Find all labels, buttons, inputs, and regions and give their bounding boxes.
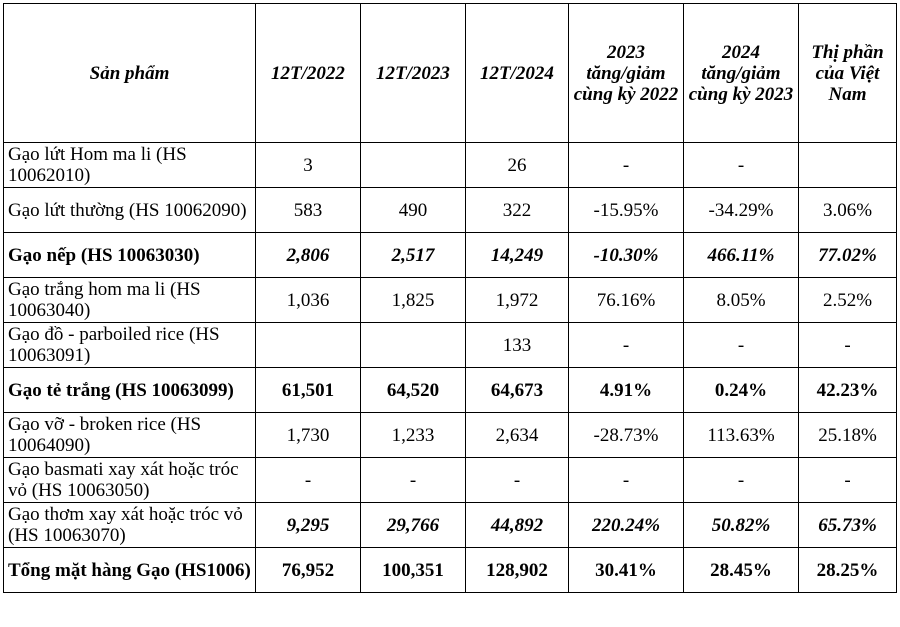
value-2023-cell: 2,517 bbox=[361, 233, 466, 278]
value-2023-cell: 100,351 bbox=[361, 548, 466, 593]
change-2024-cell: 28.45% bbox=[684, 548, 799, 593]
change-2023-cell: 4.91% bbox=[569, 368, 684, 413]
change-2023-cell: - bbox=[569, 143, 684, 188]
header-product: Sản phẩm bbox=[4, 4, 256, 143]
product-name-cell: Gạo basmati xay xát hoặc tróc vỏ (HS 10063050) bbox=[4, 458, 256, 503]
total-row bbox=[4, 548, 897, 593]
product-name-cell: Gạo thơm xay xát hoặc tróc vỏ (HS 10063070) bbox=[4, 503, 256, 548]
table-row bbox=[4, 233, 897, 278]
table-row bbox=[4, 143, 897, 188]
change-2023-cell: - bbox=[569, 323, 684, 368]
rice-import-table bbox=[3, 3, 897, 593]
share-cell: 28.25% bbox=[799, 548, 897, 593]
share-cell: 25.18% bbox=[799, 413, 897, 458]
product-name-cell: Gạo tẻ trắng (HS 10063099) bbox=[4, 368, 256, 413]
header-12t-2023: 12T/2023 bbox=[361, 4, 466, 143]
change-2023-cell: 30.41% bbox=[569, 548, 684, 593]
change-2024-cell: 466.11% bbox=[684, 233, 799, 278]
value-2023-cell: 1,233 bbox=[361, 413, 466, 458]
value-2024-cell: 322 bbox=[466, 188, 569, 233]
table-row bbox=[4, 278, 897, 323]
table-row bbox=[4, 458, 897, 503]
product-name-cell: Gạo vỡ - broken rice (HS 10064090) bbox=[4, 413, 256, 458]
change-2024-cell: 113.63% bbox=[684, 413, 799, 458]
value-2024-cell: 44,892 bbox=[466, 503, 569, 548]
share-cell: - bbox=[799, 323, 897, 368]
value-2022-cell bbox=[256, 323, 361, 368]
share-cell: 42.23% bbox=[799, 368, 897, 413]
table-row bbox=[4, 503, 897, 548]
share-cell: 65.73% bbox=[799, 503, 897, 548]
product-name-cell: Tổng mặt hàng Gạo (HS1006) bbox=[4, 548, 256, 593]
product-name-cell: Gạo nếp (HS 10063030) bbox=[4, 233, 256, 278]
change-2023-cell: -10.30% bbox=[569, 233, 684, 278]
value-2024-cell: 26 bbox=[466, 143, 569, 188]
share-cell: 2.52% bbox=[799, 278, 897, 323]
change-2023-cell: 220.24% bbox=[569, 503, 684, 548]
header-12t-2024: 12T/2024 bbox=[466, 4, 569, 143]
value-2024-cell: 2,634 bbox=[466, 413, 569, 458]
value-2024-cell: 128,902 bbox=[466, 548, 569, 593]
change-2023-cell: -28.73% bbox=[569, 413, 684, 458]
value-2024-cell: 64,673 bbox=[466, 368, 569, 413]
value-2023-cell: 490 bbox=[361, 188, 466, 233]
value-2023-cell bbox=[361, 143, 466, 188]
value-2024-cell: - bbox=[466, 458, 569, 503]
table-row bbox=[4, 413, 897, 458]
value-2023-cell bbox=[361, 323, 466, 368]
value-2024-cell: 1,972 bbox=[466, 278, 569, 323]
header-12t-2022: 12T/2022 bbox=[256, 4, 361, 143]
change-2024-cell: - bbox=[684, 323, 799, 368]
value-2024-cell: 14,249 bbox=[466, 233, 569, 278]
change-2023-cell: -15.95% bbox=[569, 188, 684, 233]
value-2023-cell: 64,520 bbox=[361, 368, 466, 413]
value-2022-cell: 1,730 bbox=[256, 413, 361, 458]
share-cell: 3.06% bbox=[799, 188, 897, 233]
value-2022-cell: 76,952 bbox=[256, 548, 361, 593]
share-cell bbox=[799, 143, 897, 188]
change-2024-cell: -34.29% bbox=[684, 188, 799, 233]
value-2022-cell: 9,295 bbox=[256, 503, 361, 548]
share-cell: 77.02% bbox=[799, 233, 897, 278]
share-cell: - bbox=[799, 458, 897, 503]
value-2022-cell: 583 bbox=[256, 188, 361, 233]
value-2022-cell: 3 bbox=[256, 143, 361, 188]
product-name-cell: Gạo lứt Hom ma li (HS 10062010) bbox=[4, 143, 256, 188]
change-2024-cell: 8.05% bbox=[684, 278, 799, 323]
value-2023-cell: 29,766 bbox=[361, 503, 466, 548]
change-2024-cell: - bbox=[684, 458, 799, 503]
value-2022-cell: 2,806 bbox=[256, 233, 361, 278]
value-2022-cell: - bbox=[256, 458, 361, 503]
table-row bbox=[4, 323, 897, 368]
product-name-cell: Gạo đồ - parboiled rice (HS 10063091) bbox=[4, 323, 256, 368]
product-name-cell: Gạo trắng hom ma li (HS 10063040) bbox=[4, 278, 256, 323]
value-2022-cell: 61,501 bbox=[256, 368, 361, 413]
header-row bbox=[4, 4, 897, 143]
header-change-2023: 2023 tăng/giảm cùng kỳ 2022 bbox=[569, 4, 684, 143]
value-2022-cell: 1,036 bbox=[256, 278, 361, 323]
product-name-cell: Gạo lứt thường (HS 10062090) bbox=[4, 188, 256, 233]
change-2024-cell: 50.82% bbox=[684, 503, 799, 548]
change-2023-cell: - bbox=[569, 458, 684, 503]
header-vietnam-share: Thị phần của Việt Nam bbox=[799, 4, 897, 143]
value-2023-cell: 1,825 bbox=[361, 278, 466, 323]
change-2023-cell: 76.16% bbox=[569, 278, 684, 323]
header-change-2024: 2024 tăng/giảm cùng kỳ 2023 bbox=[684, 4, 799, 143]
table-row bbox=[4, 188, 897, 233]
table-row bbox=[4, 368, 897, 413]
value-2024-cell: 133 bbox=[466, 323, 569, 368]
change-2024-cell: 0.24% bbox=[684, 368, 799, 413]
value-2023-cell: - bbox=[361, 458, 466, 503]
change-2024-cell: - bbox=[684, 143, 799, 188]
